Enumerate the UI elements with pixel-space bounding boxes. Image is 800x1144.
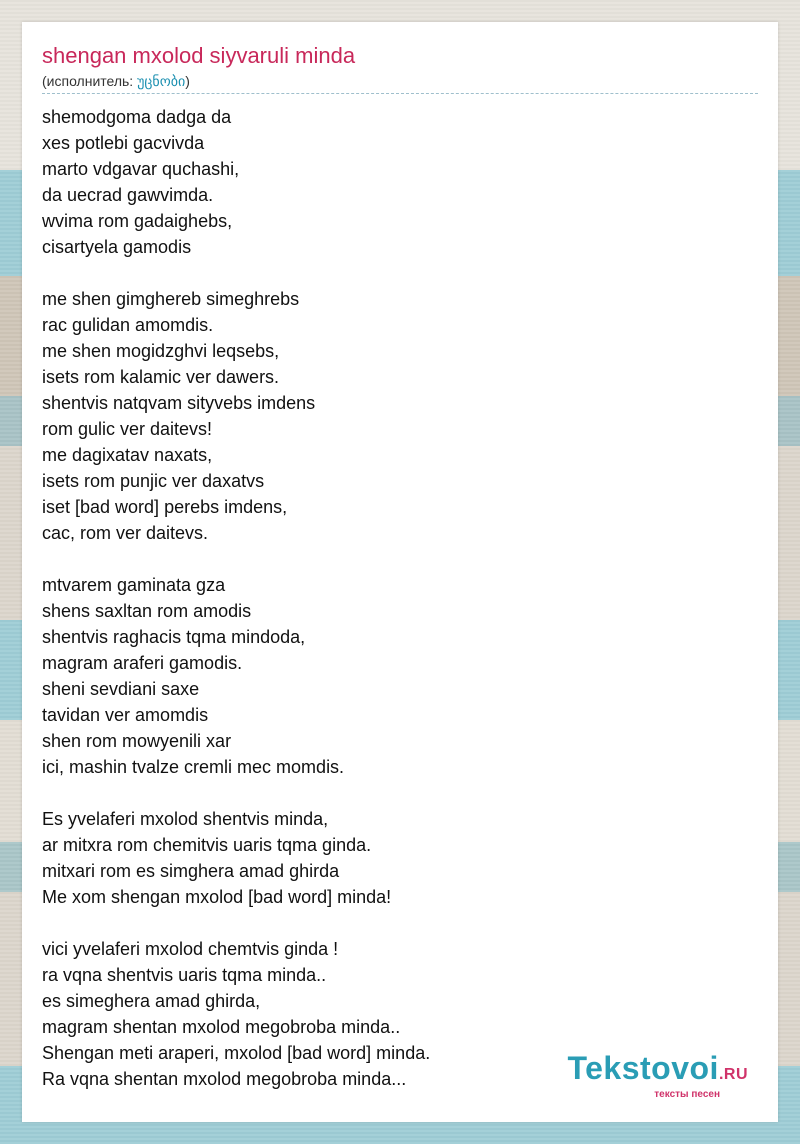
song-title: shengan mxolod siyvaruli minda bbox=[42, 43, 356, 68]
logo-name: Tekstovoi bbox=[567, 1050, 719, 1086]
lyric-line: iset [bad word] perebs imdens, bbox=[42, 497, 288, 517]
lyric-line: shens saxltan rom amodis bbox=[42, 601, 252, 621]
lyric-line: magram shentan mxolod megobroba minda.. bbox=[42, 1017, 401, 1037]
lyric-line: Shengan meti araperi, mxolod [bad word] minda. bbox=[42, 1043, 431, 1063]
lyric-line: Me xom shengan mxolod [bad word] minda! bbox=[42, 887, 392, 907]
lyric-line: rac gulidan amomdis. bbox=[42, 315, 214, 335]
lyric-line: shemodgoma dadga da bbox=[42, 107, 232, 127]
lyric-line: da uecrad gawvimda. bbox=[42, 185, 214, 205]
logo-tagline: тексты песен bbox=[654, 1089, 720, 1100]
lyric-line: xes potlebi gacvivda bbox=[42, 133, 205, 153]
lyric-line: shen rom mowyenili xar bbox=[42, 731, 232, 751]
lyrics-sheet bbox=[22, 22, 778, 1122]
lyric-line: sheni sevdiani saxe bbox=[42, 679, 200, 699]
lyric-line: ici, mashin tvalze cremli mec momdis. bbox=[42, 757, 345, 777]
lyric-line: cisartyela gamodis bbox=[42, 237, 192, 257]
lyric-line: mitxari rom es simghera amad ghirda bbox=[42, 861, 340, 881]
lyric-line: cac, rom ver daitevs. bbox=[42, 523, 209, 543]
lyric-line: shentvis natqvam sityvebs imdens bbox=[42, 393, 316, 413]
lyric-line: tavidan ver amomdis bbox=[42, 705, 209, 725]
site-logo[interactable] bbox=[567, 1051, 748, 1100]
performer-line bbox=[42, 73, 190, 90]
lyric-line: shentvis raghacis tqma mindoda, bbox=[42, 627, 306, 647]
stanza-gap bbox=[42, 910, 430, 936]
lyric-line: rom gulic ver daitevs! bbox=[42, 419, 213, 439]
lyric-line: me shen gimghereb simeghrebs bbox=[42, 289, 300, 309]
artist-link[interactable]: უცნობი bbox=[137, 73, 186, 89]
lyric-line: Es yvelaferi mxolod shentvis minda, bbox=[42, 809, 329, 829]
lyric-line: isets rom punjic ver daxatvs bbox=[42, 471, 265, 491]
lyric-line: es simeghera amad ghirda, bbox=[42, 991, 261, 1011]
lyric-line: vici yvelaferi mxolod chemtvis ginda ! bbox=[42, 939, 339, 959]
lyric-line: Ra vqna shentan mxolod megobroba minda... bbox=[42, 1069, 407, 1089]
lyric-line: isets rom kalamic ver dawers. bbox=[42, 367, 280, 387]
lyric-line: me dagixatav naxats, bbox=[42, 445, 213, 465]
lyric-line: marto vdgavar quchashi, bbox=[42, 159, 240, 179]
stanza-gap bbox=[42, 546, 430, 572]
lyrics-body bbox=[42, 104, 430, 1092]
stanza-gap bbox=[42, 260, 430, 286]
title-divider bbox=[42, 93, 758, 94]
lyric-line: mtvarem gaminata gza bbox=[42, 575, 226, 595]
logo-tld: .RU bbox=[718, 1066, 748, 1083]
lyric-line: ra vqna shentvis uaris tqma minda.. bbox=[42, 965, 327, 985]
lyric-line: magram araferi gamodis. bbox=[42, 653, 243, 673]
lyric-line: me shen mogidzghvi leqsebs, bbox=[42, 341, 280, 361]
stanza-gap bbox=[42, 780, 430, 806]
performer-prefix: (исполнитель: bbox=[42, 73, 138, 89]
lyric-line: ar mitxra rom chemitvis uaris tqma ginda. bbox=[42, 835, 372, 855]
performer-suffix: ) bbox=[185, 73, 190, 89]
lyric-line: wvima rom gadaighebs, bbox=[42, 211, 233, 231]
